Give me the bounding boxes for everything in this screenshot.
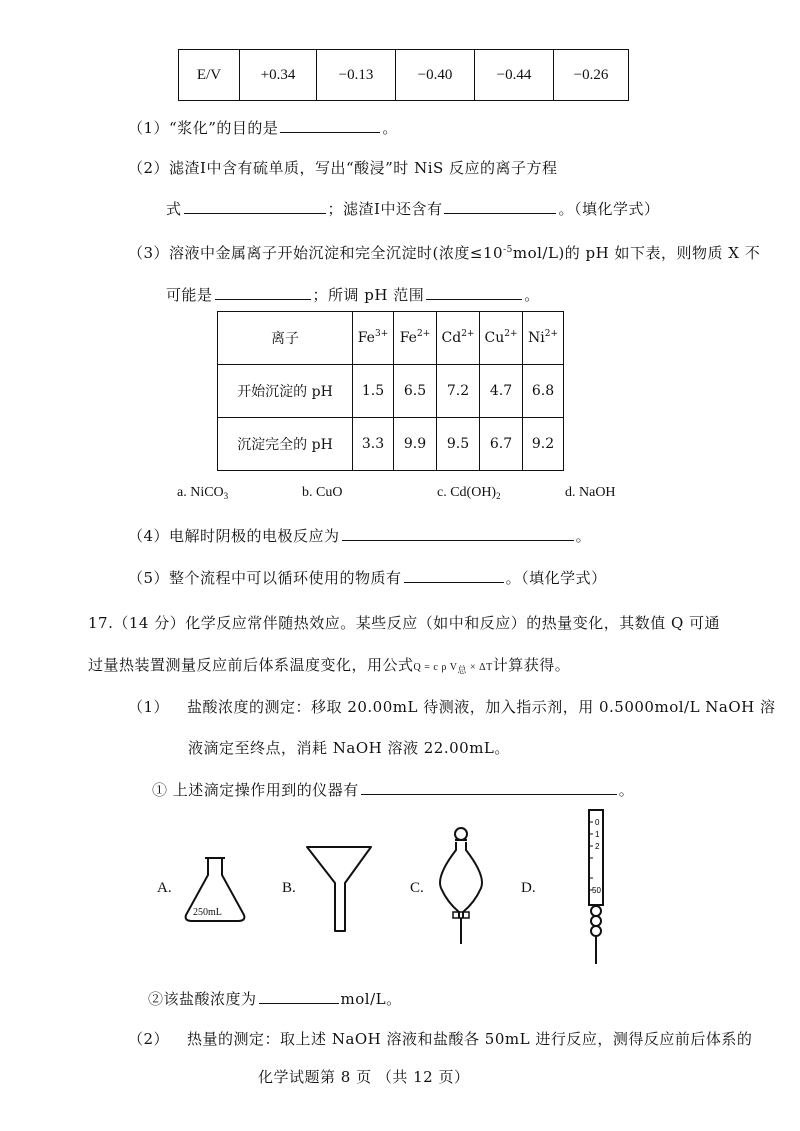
base-burette-icon (583, 808, 613, 968)
option-d[interactable]: d. NaOH (565, 485, 616, 500)
potential-value: −0.13 (317, 50, 396, 101)
row-label: 沉淀完全的 pH (218, 418, 353, 471)
potential-value: −0.40 (396, 50, 475, 101)
potential-row (179, 50, 629, 101)
burette-mark: 2 (595, 842, 600, 851)
table-cell: 4.7 (480, 365, 523, 418)
q16-part4: （4）电解时阴极的电极反应为 。 (128, 527, 592, 545)
ion-header: $Cu^{2+}$ (480, 312, 523, 365)
answer-blank[interactable] (184, 199, 326, 214)
answer-blank[interactable] (361, 780, 617, 795)
apparatus-label-b: B. (282, 880, 296, 896)
potential-value: −0.26 (554, 50, 629, 101)
ion-header: $Cd^{2+}$ (437, 312, 480, 365)
q16-part2-line1: （2）滤渣Ⅰ中含有硫单质，写出“酸浸”时 NiS 反应的离子方程 (128, 159, 558, 177)
table-cell: 9.5 (437, 418, 480, 471)
page-footer: 化学试题第 8 页 （共 12 页） (258, 1068, 470, 1086)
potential-value: +0.34 (240, 50, 317, 101)
row-label: 开始沉淀的 pH (218, 365, 353, 418)
table-row (218, 418, 564, 471)
ion-header: $Fe^{2+}$ (394, 312, 437, 365)
q17-part1-line1: （1） 盐酸浓度的测定：移取 20.00mL 待测液，加入指示剂，用 0.5000mol/L NaOH 溶 (128, 698, 776, 716)
burette-mark: 50 (592, 886, 601, 895)
table-header: 离子 (218, 312, 353, 365)
q17-part1-line2: 液滴定至终点，消耗 NaOH 溶液 22.00mL。 (188, 739, 510, 757)
q17-sub1: ① 上述滴定操作用到的仪器有 。 (152, 781, 635, 799)
answer-blank[interactable] (259, 989, 339, 1004)
burette-mark: 1 (595, 830, 600, 839)
answer-blank[interactable] (444, 199, 556, 214)
funnel-icon (305, 845, 375, 935)
option-c[interactable]: c. $Cd(OH)_2$ (437, 485, 501, 501)
ion-header: $Fe^{3+}$ (353, 312, 394, 365)
table-cell: 3.3 (353, 418, 394, 471)
apparatus-label-c: C. (410, 880, 424, 896)
answer-blank[interactable] (342, 526, 574, 541)
option-a[interactable]: a. NiCO$_3$ (177, 485, 229, 501)
table-cell: 6.8 (523, 365, 564, 418)
table-cell: 6.5 (394, 365, 437, 418)
table-cell: 7.2 (437, 365, 480, 418)
table-row (218, 365, 564, 418)
q16-part2-line2: 式 ；滤渣Ⅰ中还含有 。（填化学式） (166, 200, 660, 218)
potential-table (178, 49, 629, 101)
table-cell: 9.2 (523, 418, 564, 471)
answer-blank[interactable] (426, 285, 522, 300)
q17-sub2: ②该盐酸浓度为 mol/L。 (148, 990, 402, 1008)
potential-value: −0.44 (475, 50, 554, 101)
heat-formula: Q = c ρ $V_总 \times \Delta T$ (413, 662, 493, 675)
apparatus-label-d: D. (521, 880, 536, 896)
q16-part3-line1: （3）溶液中金属离子开始沉淀和完全沉淀时(浓度$\le 10^{-5}mol/L$)的 pH 如下表，则物质 X 不 (128, 244, 761, 262)
q16-part1: （1）“浆化”的目的是 。 (128, 119, 398, 137)
flask-marking: 250mL (193, 907, 222, 918)
answer-blank[interactable] (215, 285, 311, 300)
separatory-funnel-icon (433, 826, 493, 951)
q16-part3-line2: 可能是 ；所调 pH 范围 。 (166, 286, 540, 304)
table-cell: 9.9 (394, 418, 437, 471)
answer-blank[interactable] (404, 568, 504, 583)
option-b[interactable]: b. CuO (302, 485, 343, 500)
q17-part2-line1: （2） 热量的测定：取上述 NaOH 溶液和盐酸各 50mL 进行反应，测得反应前后体系的 (128, 1030, 753, 1048)
table-row (218, 312, 564, 365)
apparatus-label-a: A. (157, 880, 172, 896)
table-cell: 6.7 (480, 418, 523, 471)
q17-intro-line1: 17.（14 分）化学反应常伴随热效应。某些反应（如中和反应）的热量变化，其数值 Q 可通 (88, 614, 721, 632)
potential-header: E/V (179, 50, 240, 101)
table-cell: 1.5 (353, 365, 394, 418)
q17-intro-line2: 过量热装置测量反应前后体系温度变化，用公式Q = c ρ $V_总 \times \Delta T$计算获得。 (88, 656, 571, 675)
answer-blank[interactable] (280, 118, 380, 133)
burette-mark: 0 (595, 818, 600, 827)
ion-ph-table (217, 311, 564, 471)
ion-header: $Ni^{2+}$ (523, 312, 564, 365)
q16-part5: （5）整个流程中可以循环使用的物质有 。（填化学式） (128, 569, 607, 587)
